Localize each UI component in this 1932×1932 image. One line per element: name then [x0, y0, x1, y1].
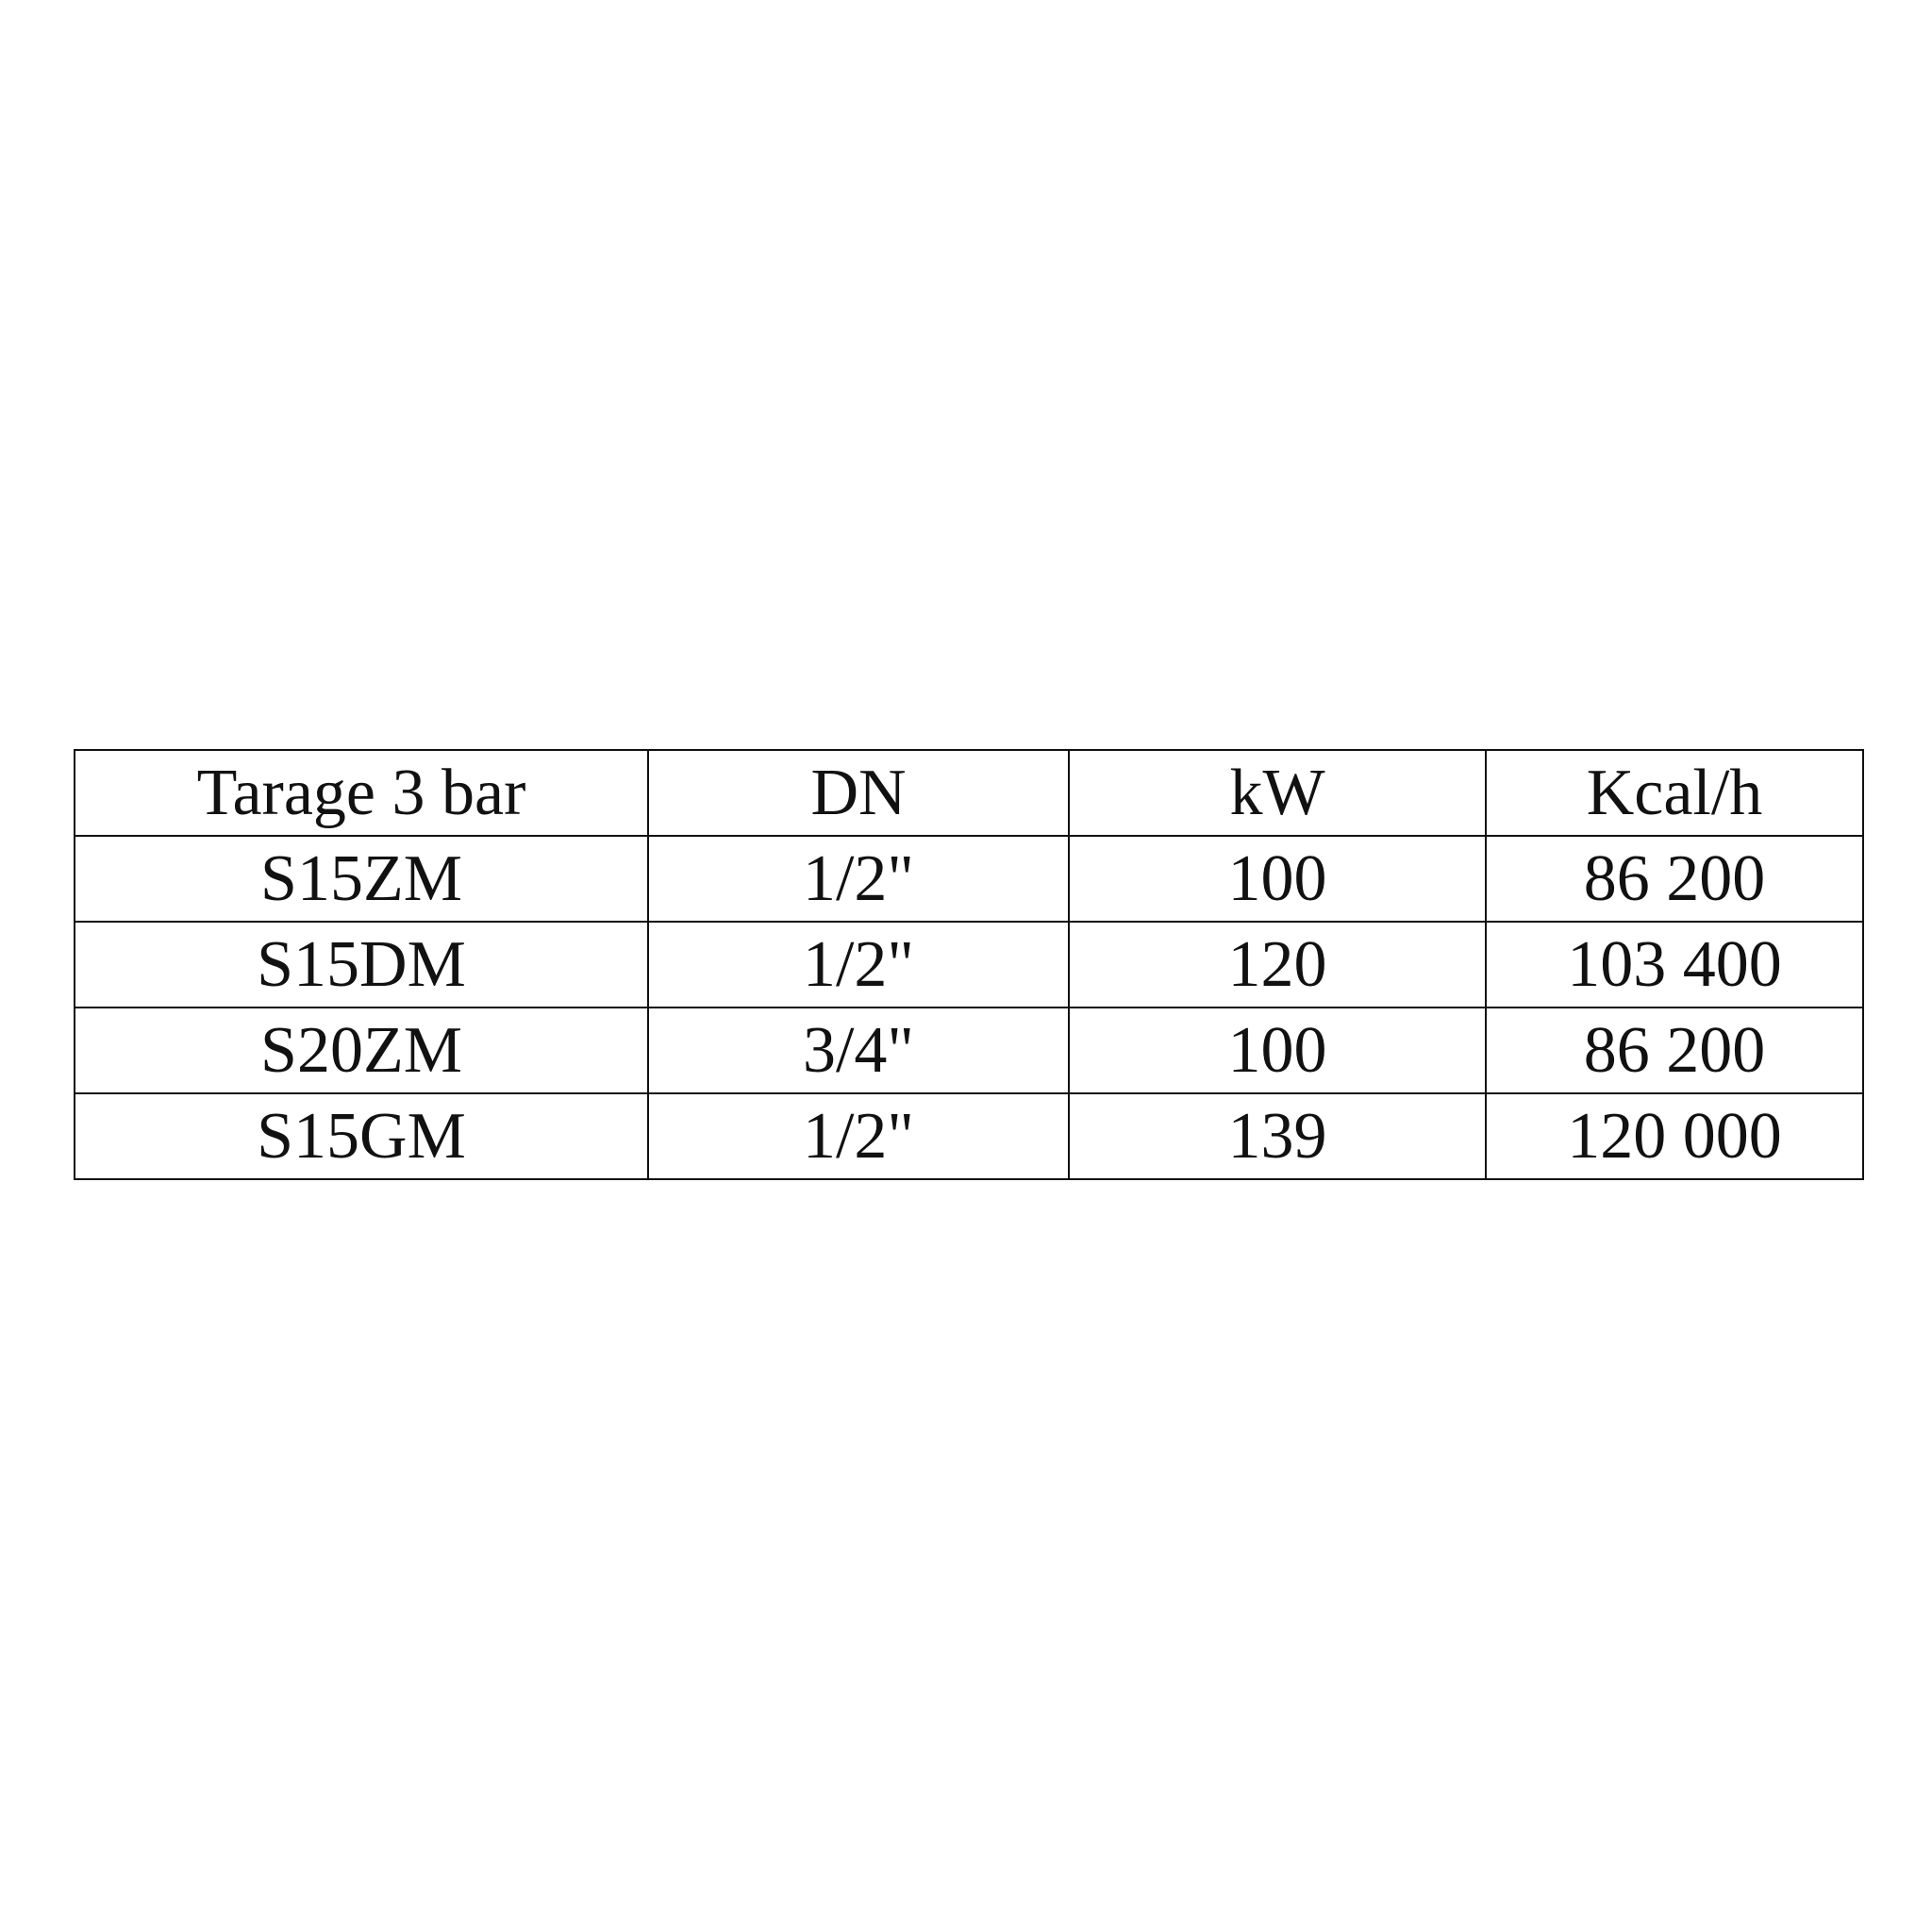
table-row: [75, 836, 1863, 922]
table-row: [75, 922, 1863, 1008]
header-kcal: Kcal/h: [1486, 750, 1863, 836]
cell-dn: 1/2": [648, 836, 1069, 922]
cell-kcal: 86 200: [1486, 836, 1863, 922]
header-model: Tarage 3 bar: [75, 750, 648, 836]
header-kw: kW: [1069, 750, 1486, 836]
table-row: [75, 1093, 1863, 1179]
cell-kw: 100: [1069, 836, 1486, 922]
cell-dn: 1/2": [648, 1093, 1069, 1179]
cell-dn: 3/4": [648, 1008, 1069, 1093]
cell-model: S15ZM: [75, 836, 648, 922]
header-row: [75, 750, 1863, 836]
table-row: [75, 1008, 1863, 1093]
cell-kw: 139: [1069, 1093, 1486, 1179]
cell-model: S20ZM: [75, 1008, 648, 1093]
cell-kw: 120: [1069, 922, 1486, 1008]
cell-model: S15DM: [75, 922, 648, 1008]
header-dn: DN: [648, 750, 1069, 836]
cell-dn: 1/2": [648, 922, 1069, 1008]
cell-kw: 100: [1069, 1008, 1486, 1093]
cell-kcal: 86 200: [1486, 1008, 1863, 1093]
cell-model: S15GM: [75, 1093, 648, 1179]
cell-kcal: 120 000: [1486, 1093, 1863, 1179]
valve-spec-table: [74, 749, 1864, 1180]
cell-kcal: 103 400: [1486, 922, 1863, 1008]
